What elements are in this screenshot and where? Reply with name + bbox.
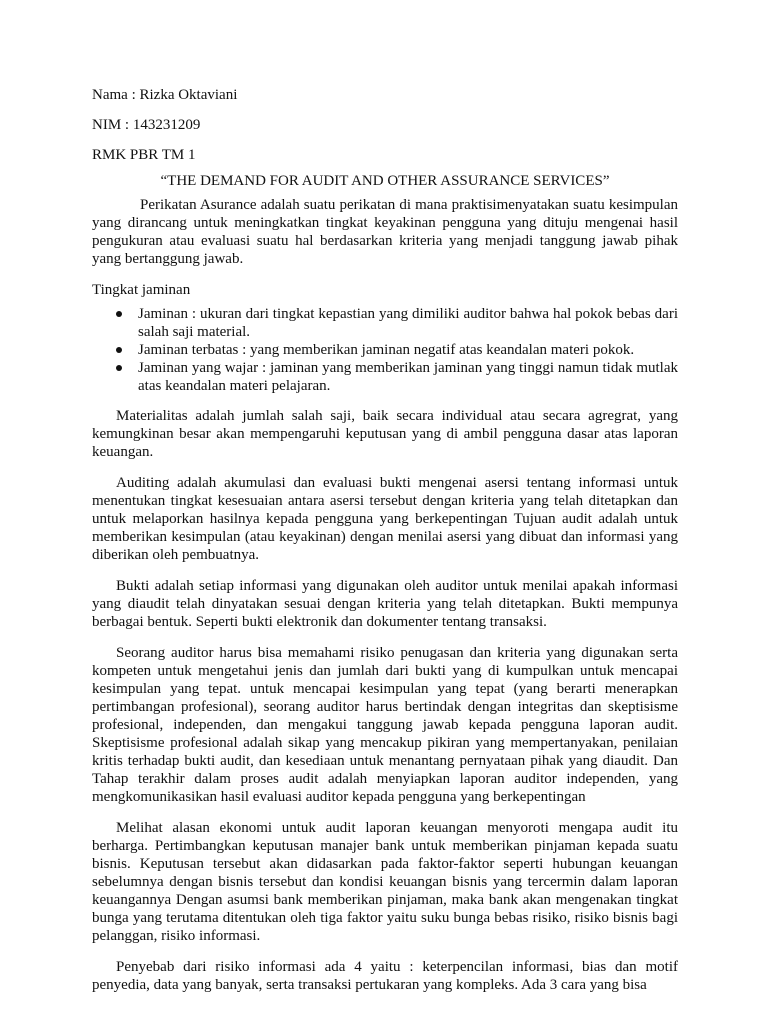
course-code: RMK PBR TM 1 xyxy=(92,147,196,163)
list-item xyxy=(138,359,678,395)
paragraph-economic-reason: Melihat alasan ekonomi untuk audit laporan keuangan menyoroti mengapa audit itu berharga. Pertimbangkan keputusan manajer bank untuk memberikan pinjaman kepada suatu bisnis. Keputusan tersebut akan didasarkan pada faktor-faktor seperti hubungan keuangan sebelumnya dengan bisnis tersebut dan kondisi keuangan bisnis yang tercermin dalam laporan keuangannya Dengan asumsi bank memberikan pinjaman, maka bank akan mengenakan tingkat bunga yang terutama ditentukan oleh tiga faktor yaitu suku bunga bebas risiko, risiko bisnis bagi pelanggan, risiko informasi. xyxy=(92,820,678,944)
list-item xyxy=(138,305,678,341)
paragraph-auditing: Auditing adalah akumulasi dan evaluasi bukti mengenai asersi tentang informasi untuk menentukan tingkat kesesuaian antara asersi tersebut dengan kriteria yang telah ditetapkan dan untuk melaporkan hasilnya kepada pengguna yang berkepentingan Tujuan audit adalah untuk memberikan kesimpulan (atau keyakinan) dengan menilai asersi yang dibuat dan informasi yang diberikan oleh pembuatnya. xyxy=(92,475,678,563)
assurance-level-list xyxy=(92,305,678,395)
paragraph-asurance: Perikatan Asurance adalah suatu perikatan di mana praktisimenyatakan suatu kesimpulan yang dirancang untuk meningkatkan tingkat keyakinan pengguna yang dituju mengenai hasil pengukuran atau evaluasi suatu hal berdasarkan kriteria yang menjadi tanggung jawab pihak yang bertanggung jawab. xyxy=(92,197,678,267)
paragraph-auditor-risk: Seorang auditor harus bisa memahami risiko penugasan dan kriteria yang digunakan serta kompeten untuk mengetahui jenis dan jumlah dari bukti yang di kumpulkan untuk mencapai kesimpulan yang tepat. untuk mencapai kesimpulan yang tepat (yang berarti menerapkan pertimbangan profesional), seorang auditor harus bertindak dengan integritas dan skeptisisme profesional, independen, dan mengakui tanggung jawab kepada pengguna laporan audit. Skeptisisme profesional adalah sikap yang mencakup pikiran yang mempertanyakan, penilaian kritis terhadap bukti audit, dan kesediaan untuk menantang pernyataan pihak yang diaudit. Dan Tahap terakhir dalam proses audit adalah menyiapkan laporan auditor independen, yang mengkomunikasikan hasil evaluasi auditor kepada pengguna yang berkepentingan xyxy=(92,645,678,805)
list-item-text: Jaminan : ukuran dari tingkat kepastian yang dimiliki auditor bahwa hal pokok bebas dari salah saji material. xyxy=(138,306,678,340)
bullet-icon xyxy=(116,365,122,371)
paragraph-information-risk: Penyebab dari risiko informasi ada 4 yaitu : keterpencilan informasi, bias dan motif penyedia, data yang banyak, serta transaksi pertukaran yang kompleks. Ada 3 cara yang bisa xyxy=(92,959,678,993)
document-title: “THE DEMAND FOR AUDIT AND OTHER ASSURANCE SERVICES” xyxy=(160,173,610,189)
bullet-icon xyxy=(116,347,122,353)
list-item xyxy=(138,341,678,359)
student-nim: NIM : 143231209 xyxy=(92,117,201,133)
paragraph-materialitas: Materialitas adalah jumlah salah saji, baik secara individual atau secara agregrat, yang kemungkinan besar akan mempengaruhi keputusan yang di ambil pengguna dasar atas laporan keuangan. xyxy=(92,408,678,460)
student-name: Nama : Rizka Oktaviani xyxy=(92,87,238,103)
section-label-tingkat-jaminan: Tingkat jaminan xyxy=(92,282,191,298)
bullet-icon xyxy=(116,311,122,317)
list-item-text: Jaminan yang wajar : jaminan yang memberikan jaminan yang tinggi namun tidak mutlak atas keandalan materi pelajaran. xyxy=(138,360,678,394)
list-item-text: Jaminan terbatas : yang memberikan jaminan negatif atas keandalan materi pokok. xyxy=(138,342,635,358)
paragraph-bukti: Bukti adalah setiap informasi yang digunakan oleh auditor untuk menilai apakah informasi yang diaudit telah dinyatakan sesuai dengan kriteria yang telah ditetapkan. Bukti mempunya berbagai bentuk. Seperti bukti elektronik dan dokumenter tentang transaksi. xyxy=(92,578,678,630)
